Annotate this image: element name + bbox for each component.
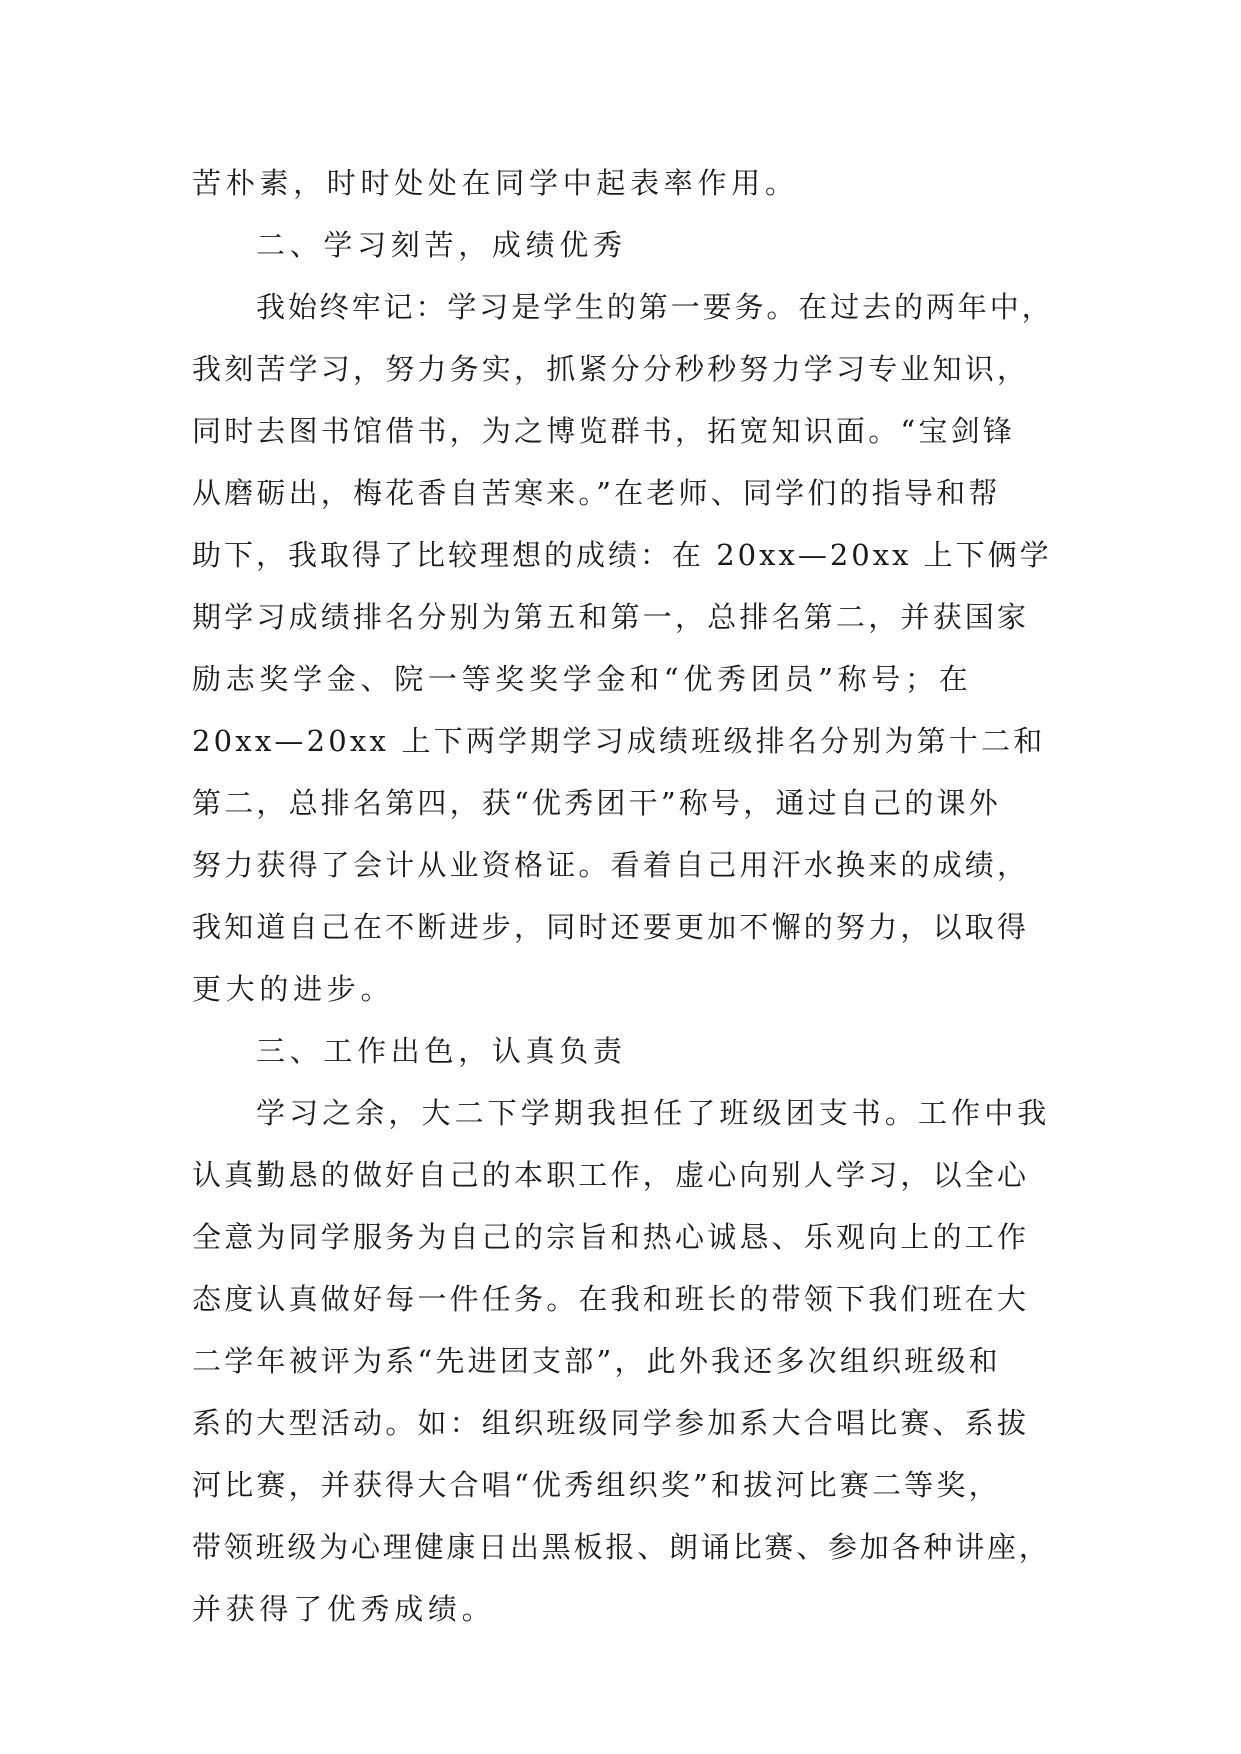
paragraph-line: 态度认真做好每一件任务。在我和班长的带领下我们班在大 — [192, 1282, 1030, 1316]
paragraph-line: 河比赛，并获得大合唱“优秀组织奖”和拔河比赛二等奖， — [192, 1468, 1001, 1502]
document-body — [192, 152, 1054, 1640]
paragraph-line: 期学习成绩排名分别为第五和第一，总排名第二，并获国家 — [192, 600, 1030, 634]
paragraph-line: 全意为同学服务为自己的宗旨和热心诚恳、乐观向上的工作 — [192, 1220, 1030, 1254]
paragraph-line: 学习之余，大二下学期我担任了班级团支书。工作中我 — [256, 1096, 1051, 1130]
paragraph-line: 认真勤恳的做好自己的本职工作，虚心向别人学习，以全心 — [192, 1158, 1030, 1192]
paragraph-line: 努力获得了会计从业资格证。看着自己用汗水换来的成绩， — [192, 848, 1030, 882]
paragraph-line: 我始终牢记：学习是学生的第一要务。在过去的两年中， — [256, 290, 1054, 324]
paragraph-line: 第二，总排名第四，获“优秀团干”称号，通过自己的课外 — [192, 786, 1001, 820]
paragraph-line: 助下，我取得了比较理想的成绩：在 20xx—20xx 上下俩学 — [192, 538, 1052, 572]
paragraph-line: 20xx—20xx 上下两学期学习成绩班级排名分别为第十二和 — [192, 724, 1046, 758]
paragraph-line: 我刻苦学习，努力务实，抓紧分分秒秒努力学习专业知识， — [192, 352, 1030, 386]
section-heading-study: 二、学习刻苦，成绩优秀 — [256, 228, 627, 262]
paragraph-line: 我知道自己在不断进步，同时还要更加不懈的努力，以取得 — [192, 910, 1030, 944]
paragraph-line: 苦朴素，时时处处在同学中起表率作用。 — [192, 166, 799, 200]
section-heading-work: 三、工作出色，认真负责 — [256, 1034, 627, 1068]
paragraph-line: 更大的进步。 — [192, 972, 395, 1006]
paragraph-line: 带领班级为心理健康日出黑板报、朗诵比赛、参加各种讲座， — [192, 1530, 1051, 1564]
paragraph-line: 二学年被评为系“先进团支部”，此外我还多次组织班级和 — [192, 1344, 1001, 1378]
paragraph-line: 同时去图书馆借书，为之博览群书，拓宽知识面。“宝剑锋 — [192, 414, 1016, 448]
paragraph-line: 并获得了优秀成绩。 — [192, 1592, 496, 1626]
paragraph-line: 从磨砺出，梅花香自苦寒来。”在老师、同学们的指导和帮 — [192, 476, 1001, 510]
paragraph-line: 系的大型活动。如：组织班级同学参加系大合唱比赛、系拔 — [192, 1406, 1030, 1440]
paragraph-line: 励志奖学金、院一等奖奖学金和“优秀团员”称号；在 — [192, 662, 973, 696]
